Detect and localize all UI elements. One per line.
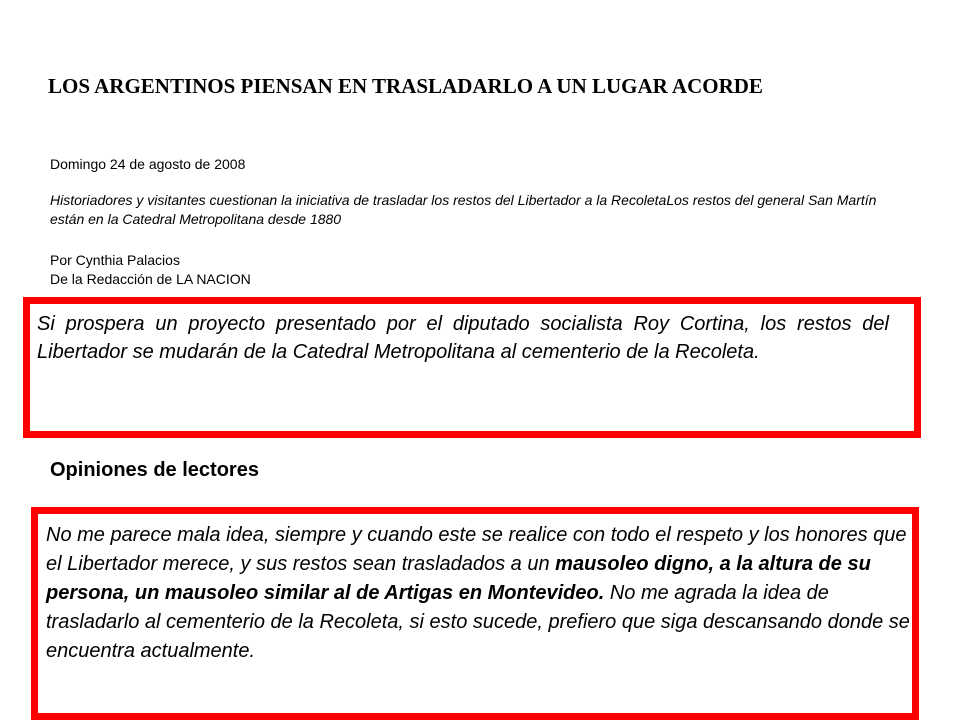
article-date: Domingo 24 de agosto de 2008 bbox=[50, 156, 246, 172]
article-summary: Historiadores y visitantes cuestionan la iniciativa de trasladar los restos del Libertador a la RecoletaLos restos del general San Martín están en la Catedral Metropolitana desde 1880 bbox=[50, 192, 877, 227]
opinion-comment-part2: No me agrada la idea de trasladarlo al cementerio de la Recoleta, si esto sucede, prefiero que siga descansando donde se encuentra actualmente. bbox=[46, 582, 910, 662]
opinion-comment bbox=[46, 521, 912, 666]
article-byline: Por Cynthia Palacios bbox=[50, 252, 180, 268]
opinion-comment-bold: mausoleo digno, a la altura de su persona, un mausoleo similar al de Artigas en Montevideo. bbox=[46, 553, 871, 604]
article-byline-org: De la Redacción de LA NACION bbox=[50, 271, 251, 287]
highlight-box bbox=[23, 297, 921, 438]
opinion-box bbox=[31, 507, 919, 720]
headline: LOS ARGENTINOS PIENSAN EN TRASLADARLO A UN LUGAR ACORDE bbox=[48, 74, 763, 98]
highlight-quote: Si prospera un proyecto presentado por el diputado socialista Roy Cortina, los restos del Libertador se mudarán de la Catedral Metropolitana al cementerio de la Recoleta. bbox=[37, 313, 889, 363]
opinion-comment-part1: No me parece mala idea, siempre y cuando este se realice con todo el respeto y los honores que el Libertador merece, y sus restos sean trasladados a un bbox=[46, 524, 907, 575]
opinions-title: Opiniones de lectores bbox=[50, 459, 259, 481]
